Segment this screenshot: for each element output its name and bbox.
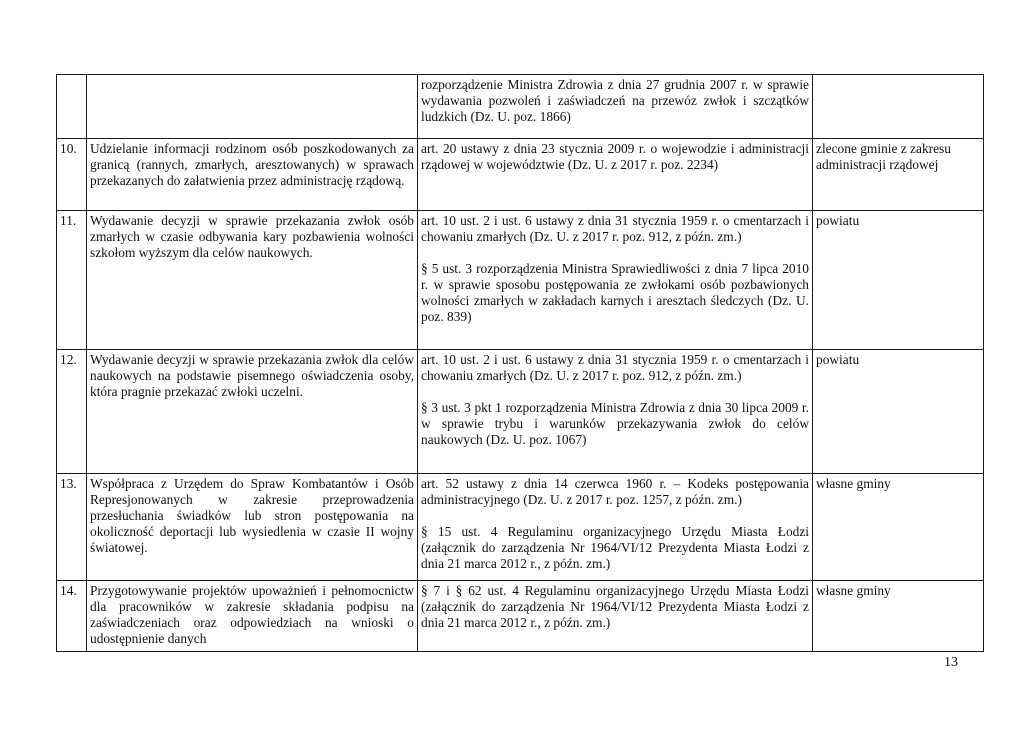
task-description: Współpraca z Urzędem do Spraw Kombatantów i Osób Represjonowanych w zakresie przeprowadzenia przesłuchania świadków lub stron postępowania na okoliczność deportacji lub wysiedlenia w czasie II wojny światowej.	[87, 474, 418, 581]
row-number: 14.	[57, 581, 87, 652]
legal-basis-paragraph: art. 10 ust. 2 i ust. 6 ustawy z dnia 31 stycznia 1959 r. o cmentarzach i chowaniu zmarłych (Dz. U. z 2017 r. poz. 912, z późn. zm.)	[421, 213, 809, 244]
table-row	[57, 350, 984, 474]
legal-basis-paragraph: § 5 ust. 3 rozporządzenia Ministra Sprawiedliwości z dnia 7 lipca 2010 r. w sprawie sposobu postępowania ze zwłokami osób pozbawionych wolności zmarłych w zakładach karnych i aresztach śledczych (Dz. U. poz. 839)	[421, 261, 809, 324]
table-row	[57, 211, 984, 350]
row-number: 13.	[57, 474, 87, 581]
task-type: powiatu	[813, 350, 984, 474]
table-row	[57, 139, 984, 211]
legal-basis-paragraph: art. 52 ustawy z dnia 14 czerwca 1960 r. – Kodeks postępowania administracyjnego (Dz. U. z 2017 r. poz. 1257, z późn. zm.)	[421, 476, 809, 507]
table-row	[57, 474, 984, 581]
legal-basis-paragraph: § 7 i § 62 ust. 4 Regulaminu organizacyjnego Urzędu Miasta Łodzi (załącznik do zarządzenia Nr 1964/VI/12 Prezydenta Miasta Łodzi z dnia 21 marca 2012 r., z późn. zm.)	[421, 583, 809, 630]
legal-basis-paragraph: § 15 ust. 4 Regulaminu organizacyjnego Urzędu Miasta Łodzi (załącznik do zarządzenia Nr 1964/VI/12 Prezydenta Miasta Łodzi z dnia 21 marca 2012 r., z późn. zm.)	[421, 524, 809, 571]
legal-basis	[418, 581, 813, 652]
task-description: Wydawanie decyzji w sprawie przekazania zwłok osób zmarłych w czasie odbywania kary pozbawienia wolności szkołom wyższym dla celów naukowych.	[87, 211, 418, 350]
table-row	[57, 75, 984, 139]
legal-basis	[418, 139, 813, 211]
legal-basis	[418, 350, 813, 474]
row-number: 11.	[57, 211, 87, 350]
row-number: 12.	[57, 350, 87, 474]
tasks-table	[56, 74, 984, 652]
task-description: Przygotowywanie projektów upoważnień i pełnomocnictw dla pracowników w zakresie składania podpisu na zaświadczeniach oraz odpowiedziach na wnioski o udostępnienie danych	[87, 581, 418, 652]
legal-basis-paragraph: art. 20 ustawy z dnia 23 stycznia 2009 r. o wojewodzie i administracji rządowej w województwie (Dz. U. z 2017 r. poz. 2234)	[421, 141, 809, 172]
row-number: 10.	[57, 139, 87, 211]
task-type: własne gminy	[813, 474, 984, 581]
task-description: Udzielanie informacji rodzinom osób poszkodowanych za granicą (rannych, zmarłych, aresztowanych) w sprawach przekazanych do załatwienia przez administrację rządową.	[87, 139, 418, 211]
legal-basis	[418, 474, 813, 581]
task-description: Wydawanie decyzji w sprawie przekazania zwłok dla celów naukowych na podstawie pisemnego oświadczenia osoby, która pragnie przekazać zwłoki uczelni.	[87, 350, 418, 474]
legal-basis-paragraph: art. 10 ust. 2 i ust. 6 ustawy z dnia 31 stycznia 1959 r. o cmentarzach i chowaniu zmarłych (Dz. U. z 2017 r. poz. 912, z późn. zm.)	[421, 352, 809, 383]
legal-basis-paragraph: § 3 ust. 3 pkt 1 rozporządzenia Ministra Zdrowia z dnia 30 lipca 2009 r. w sprawie trybu i warunków przekazywania zwłok do celów naukowych (Dz. U. poz. 1067)	[421, 400, 809, 447]
task-type: zlecone gminie z zakresu administracji rządowej	[813, 139, 984, 211]
task-description	[87, 75, 418, 139]
page-number: 13	[944, 655, 958, 670]
task-type: powiatu	[813, 211, 984, 350]
row-number	[57, 75, 87, 139]
task-type	[813, 75, 984, 139]
task-type: własne gminy	[813, 581, 984, 652]
legal-basis	[418, 75, 813, 139]
table-row	[57, 581, 984, 652]
legal-basis-paragraph: rozporządzenie Ministra Zdrowia z dnia 27 grudnia 2007 r. w sprawie wydawania pozwoleń i zaświadczeń na przewóz zwłok i szczątków ludzkich (Dz. U. poz. 1866)	[421, 77, 809, 124]
legal-basis	[418, 211, 813, 350]
